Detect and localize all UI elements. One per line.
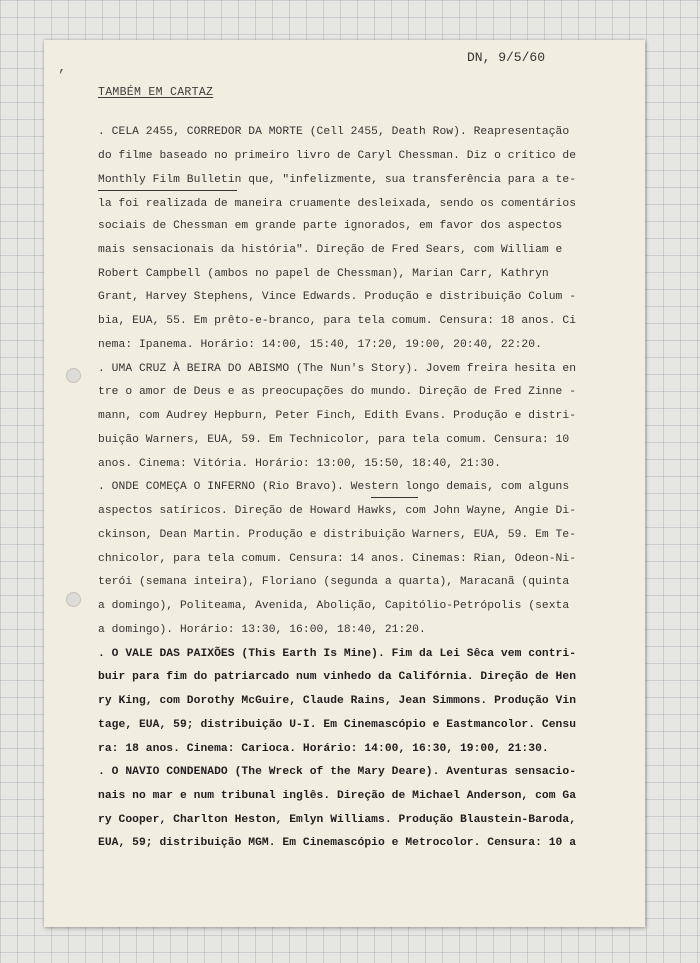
text-line: Grant, Harvey Stephens, Vince Edwards. Produção e distribuição Colum - <box>98 291 577 303</box>
text-line: buir para fim do patriarcado num vinhedo da Califórnia. Direção de Hen <box>98 671 577 683</box>
text-line: ra: 18 anos. Cinema: Carioca. Horário: 14:00, 16:30, 19:00, 21:30. <box>98 743 549 755</box>
text-line: . CELA 2455, CORREDOR DA MORTE (Cell 2455, Death Row). Reapresentação <box>98 126 570 138</box>
text-line: . O VALE DAS PAIXÕES (This Earth Is Mine). Fim da Lei Sêca vem contri- <box>98 648 577 660</box>
text-line: terói (semana inteira), Floriano (segunda a quarta), Maracanã (quinta <box>98 576 570 588</box>
underline-monthly-film-bulletin <box>98 190 237 191</box>
text-line: chnicolor, para tela comum. Censura: 14 anos. Cinemas: Rian, Odeon-Ni- <box>98 553 577 565</box>
text-line: mais sensacionais da história". Direção de Fred Sears, com William e <box>98 244 563 256</box>
punch-hole-lower <box>66 592 81 607</box>
text-line: la foi realizada de maneira cruamente desleixada, sendo os comentários <box>98 198 577 210</box>
text-line: aspectos satíricos. Direção de Howard Hawks, com John Wayne, Angie Di- <box>98 505 577 517</box>
text-line: ry King, com Dorothy McGuire, Claude Rains, Jean Simmons. Produção Vin <box>98 695 577 707</box>
section-title: TAMBÉM EM CARTAZ <box>98 86 214 99</box>
text-line: ckinson, Dean Martin. Produção e distribuição Warners, EUA, 59. Em Te- <box>98 529 577 541</box>
text-line: Robert Campbell (ambos no papel de Chessman), Marian Carr, Kathryn <box>98 268 549 280</box>
text-line: tre o amor de Deus e as preocupações do mundo. Direção de Fred Zinne - <box>98 386 577 398</box>
text-line: a domingo), Politeama, Avenida, Abolição, Capitólio-Petrópolis (sexta <box>98 600 570 612</box>
text-line: Monthly Film Bulletin que, "infelizmente, sua transferência para a te- <box>98 174 577 186</box>
document-reference: DN, 9/5/60 <box>466 50 545 65</box>
typewritten-page <box>44 40 645 927</box>
text-line: sociais de Chessman em grande parte ignorados, em favor dos aspectos <box>98 220 563 232</box>
text-line: buição Warners, EUA, 59. Em Technicolor, para tela comum. Censura: 10 <box>98 434 570 446</box>
text-line: ry Cooper, Charlton Heston, Emlyn Williams. Produção Blaustein-Baroda, <box>98 814 577 826</box>
text-line: nema: Ipanema. Horário: 14:00, 15:40, 17:20, 19:00, 20:40, 22:20. <box>98 339 542 351</box>
text-line: bia, EUA, 55. Em prêto-e-branco, para tela comum. Censura: 18 anos. Ci <box>98 315 577 327</box>
punch-hole-upper <box>66 368 81 383</box>
text-line: . ONDE COMEÇA O INFERNO (Rio Bravo). Western longo demais, com alguns <box>98 481 570 493</box>
text-line: EUA, 59; distribuição MGM. Em Cinemascópio e Metrocolor. Censura: 10 a <box>98 837 577 849</box>
text-line: a domingo). Horário: 13:30, 16:00, 18:40, 21:20. <box>98 624 426 636</box>
text-line: do filme baseado no primeiro livro de Caryl Chessman. Diz o crítico de <box>98 150 577 162</box>
text-line: . UMA CRUZ À BEIRA DO ABISMO (The Nun's Story). Jovem freira hesita en <box>98 363 577 375</box>
text-line: anos. Cinema: Vitória. Horário: 13:00, 15:50, 18:40, 21:30. <box>98 458 501 470</box>
text-line: . O NAVIO CONDENADO (The Wreck of the Mary Deare). Aventuras sensacio- <box>98 766 577 778</box>
underline-western <box>371 497 418 498</box>
text-line: tage, EUA, 59; distribuição U-I. Em Cinemascópio e Eastmancolor. Censu <box>98 719 577 731</box>
text-line: mann, com Audrey Hepburn, Peter Finch, Edith Evans. Produção e distri- <box>98 410 577 422</box>
text-line: nais no mar e num tribunal inglês. Direção de Michael Anderson, com Ga <box>98 790 577 802</box>
pencil-mark: , <box>58 60 67 76</box>
